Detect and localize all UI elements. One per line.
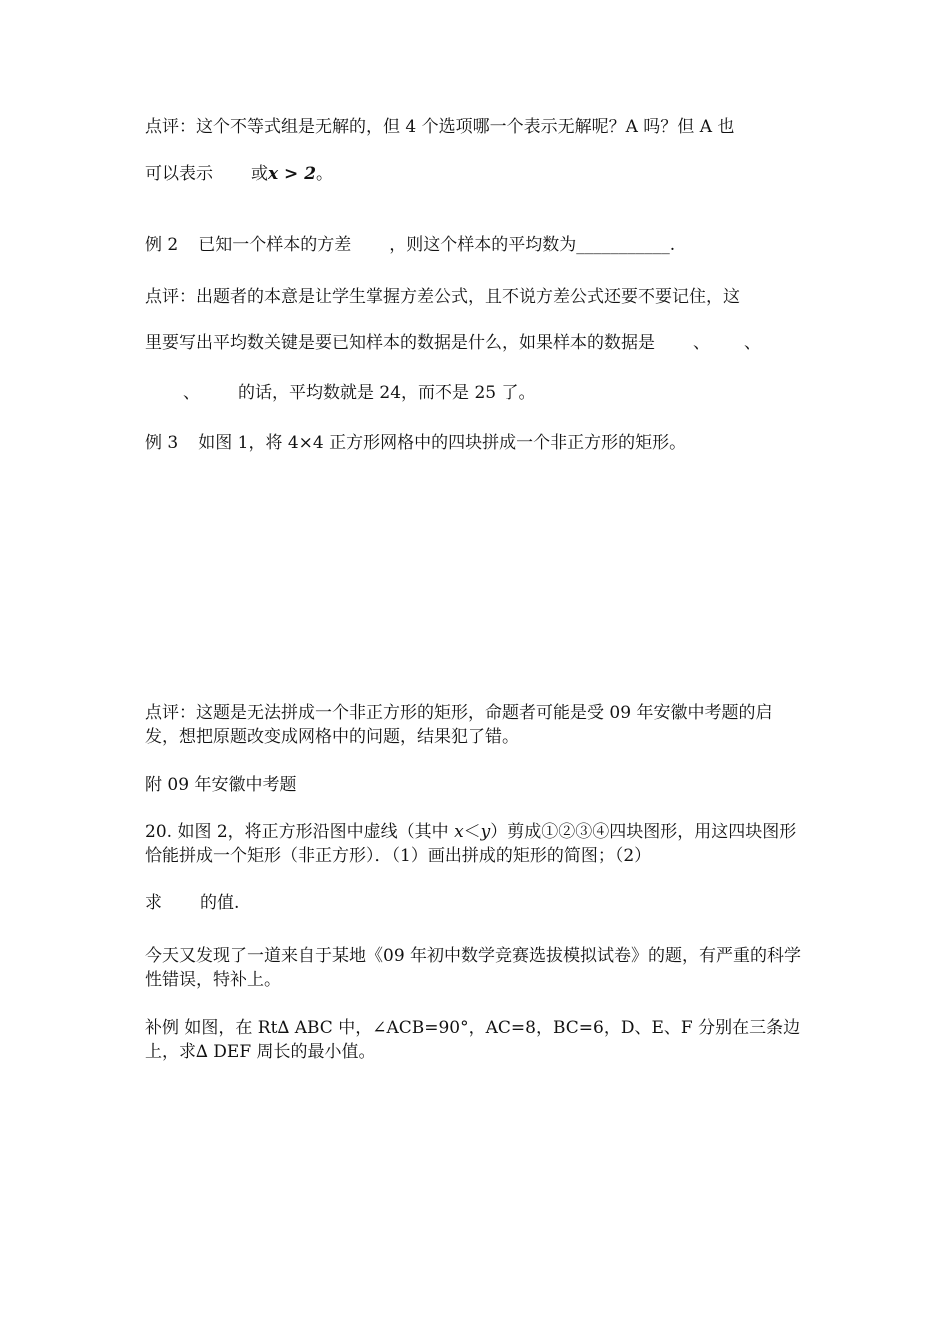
today-note: 今天又发现了一道来自于某地《09 年初中数学竞赛选拔模拟试卷》的题，有严重的科学性错误，特补上。 (145, 946, 802, 990)
example-2-text-2: ，则这个样本的平均数为___________. (389, 235, 676, 255)
comment-2-line-1: 点评：出题者的本意是让学生掌握方差公式，且不说方差公式还要不要记住，这 (145, 287, 740, 307)
question-20-ask (145, 891, 239, 915)
example-2-label: 例 2 (145, 235, 179, 255)
appendix-title: 附 09 年安徽中考题 (145, 775, 297, 795)
comment-2-sep-1: 、 (693, 333, 710, 353)
inequality-x-gt-2: x > 2 (268, 164, 317, 184)
supplement-example: 补例 如图，在 Rt∆ ABC 中，∠ACB=90°，AC=8，BC=6，D、E、F 分别在三条边上，求∆ DEF 周长的最小值。 (145, 1018, 801, 1062)
var-y: y (480, 822, 491, 842)
comment-1-line-2 (145, 162, 333, 186)
comment-1-suffix: 。 (316, 164, 334, 184)
example-2-text: 已知一个样本的方差 (198, 235, 352, 255)
comment-2-line-2-text: 里要写出平均数关键是要已知样本的数据是什么，如果样本的数据是 (145, 333, 655, 353)
example-3-text: 如图 1，将 4×4 正方形网格中的四块拼成一个非正方形的矩形。 (198, 433, 687, 453)
comment-3: 点评：这题是无法拼成一个非正方形的矩形，命题者可能是受 09 年安徽中考题的启发，想把原题改变成网格中的问题，结果犯了错。 (145, 703, 773, 747)
question-20 (145, 820, 805, 868)
comment-2-sep-2: 、 (744, 333, 761, 353)
lt-sign: ＜ (463, 822, 481, 842)
comment-1-line-1: 点评：这个不等式组是无解的，但 4 个选项哪一个表示无解呢？A 吗？但 A 也 (145, 117, 735, 137)
comment-2-line-2 (145, 331, 761, 355)
question-20-part-1: 20. 如图 2，将正方形沿图中虚线（其中 (145, 822, 455, 842)
example-2 (145, 233, 675, 257)
example-3-label: 例 3 (145, 433, 179, 453)
question-20-part-2: ）剪成①②③④四块图形，用这四块图形恰能拼成一个矩形（非正方形）．（1）画出拼成的矩形的简图；（2） (145, 822, 797, 866)
comment-1-prefix: 可以表示 (145, 164, 213, 184)
comment-2-sep-3: 、 (183, 383, 200, 403)
var-x: x (454, 822, 464, 842)
example-3 (145, 431, 686, 455)
comment-2-line-3 (145, 381, 535, 405)
question-20-ask-b: 的值. (200, 893, 240, 913)
comment-1-or: 或 (251, 164, 268, 184)
comment-2-line-3-text: 的话，平均数就是 24，而不是 25 了。 (238, 383, 536, 403)
question-20-ask-a: 求 (145, 893, 162, 913)
